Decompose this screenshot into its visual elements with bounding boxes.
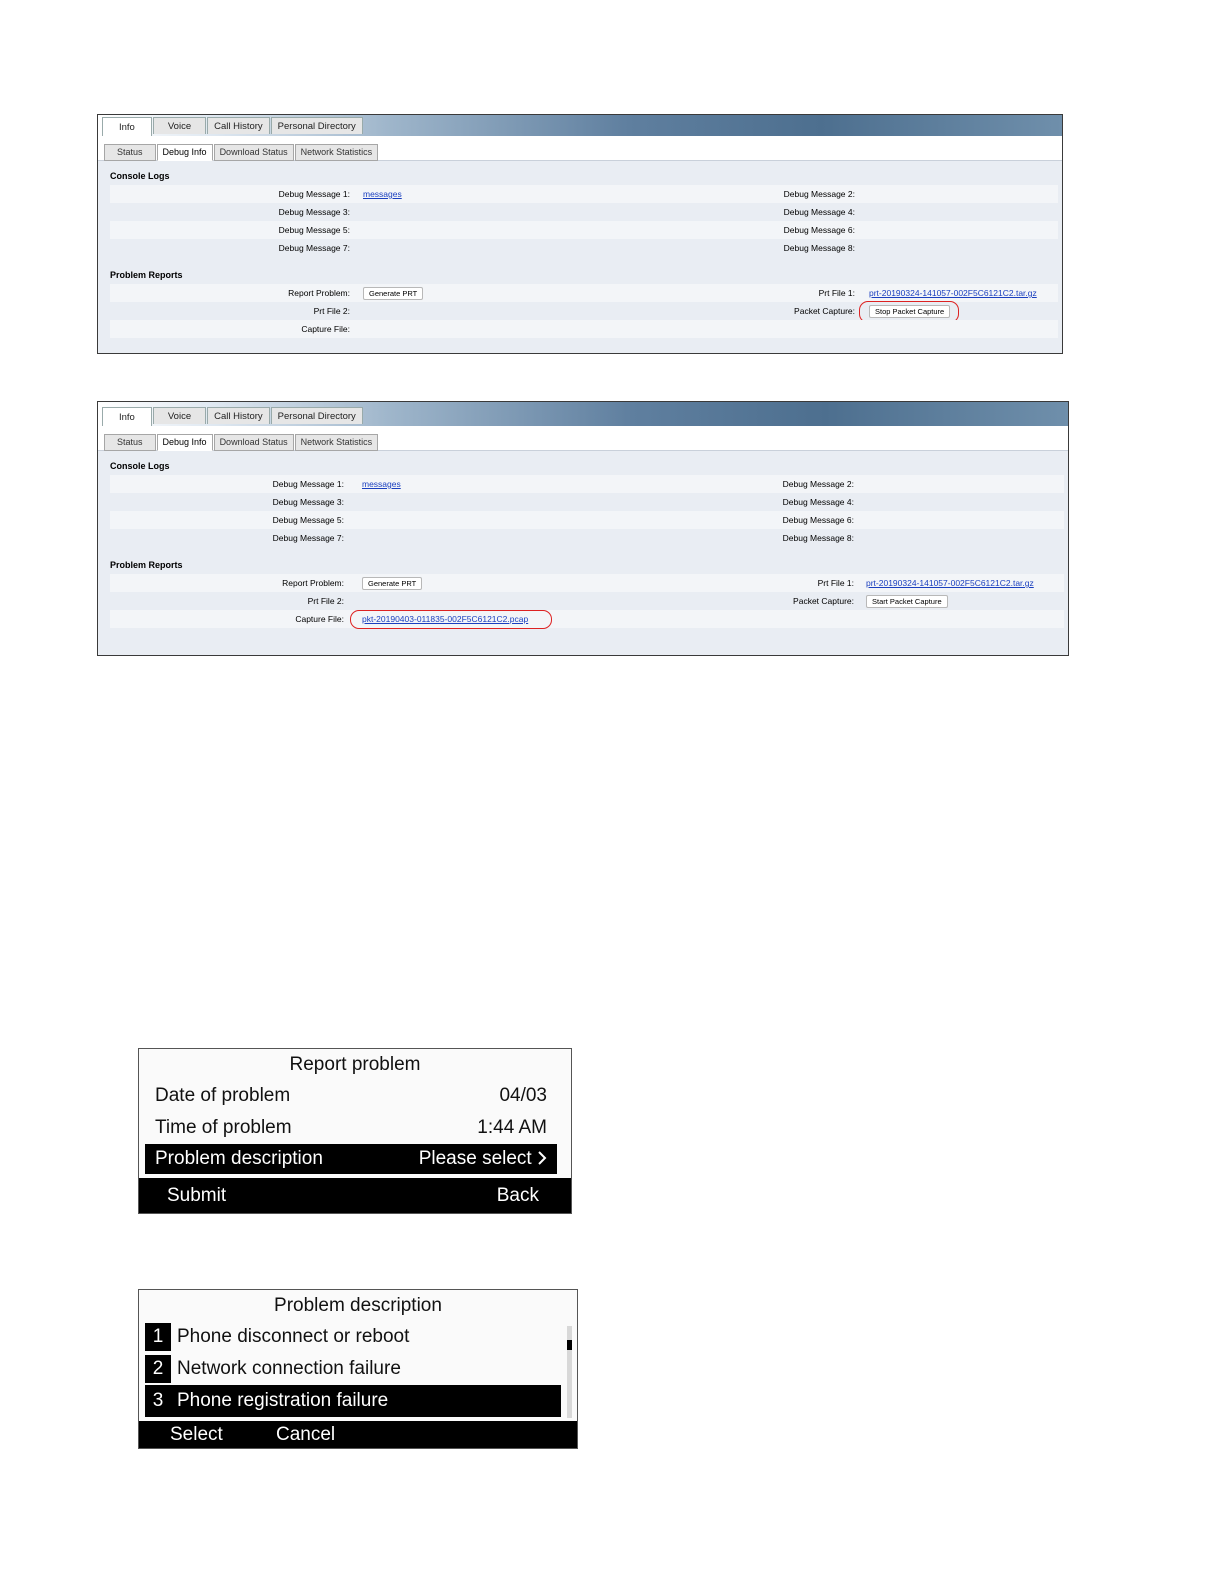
phone-screen-title: Report problem — [289, 1054, 421, 1075]
debug-message-5-label: Debug Message 5: — [272, 515, 344, 525]
debug-message-4-label: Debug Message 4: — [783, 207, 855, 217]
date-of-problem-row[interactable] — [145, 1080, 557, 1112]
chevron-right-icon — [537, 1148, 547, 1169]
debug-row — [110, 221, 1058, 239]
generate-prt-button[interactable]: Generate PRT — [362, 577, 422, 590]
sub-tab-bar — [98, 426, 1068, 451]
prt-file-1-label: Prt File 1: — [817, 578, 854, 588]
time-of-problem-value: 1:44 AM — [477, 1117, 547, 1138]
prt-file-1-link[interactable]: prt-20190324-141057-002F5C6121C2.tar.gz — [866, 578, 1034, 588]
tab-info[interactable]: Info — [102, 117, 152, 136]
subtab-network-statistics[interactable]: Network Statistics — [295, 144, 379, 161]
problem-reports-heading: Problem Reports — [110, 270, 183, 280]
scrollbar[interactable] — [567, 1326, 572, 1418]
report-row — [110, 284, 1058, 302]
list-item-number: 1 — [145, 1323, 171, 1351]
report-row — [110, 592, 1064, 610]
debug-message-3-label: Debug Message 3: — [272, 497, 344, 507]
debug-row — [110, 475, 1064, 493]
report-problem-label: Report Problem: — [282, 578, 344, 588]
debug-info-screen-stop — [97, 114, 1063, 354]
tab-call-history[interactable]: Call History — [207, 117, 270, 134]
list-item-selected[interactable] — [145, 1385, 561, 1417]
debug-message-7-label: Debug Message 7: — [278, 243, 350, 253]
debug-message-6-label: Debug Message 6: — [782, 515, 854, 525]
debug-message-1-label: Debug Message 1: — [278, 189, 350, 199]
list-item[interactable] — [145, 1321, 561, 1353]
list-item-number: 2 — [145, 1355, 171, 1383]
debug-message-1-label: Debug Message 1: — [272, 479, 344, 489]
debug-row — [110, 203, 1058, 221]
prt-file-2-label: Prt File 2: — [313, 306, 350, 316]
debug-message-1-link[interactable]: messages — [363, 189, 402, 199]
highlight-oval — [350, 610, 552, 629]
debug-info-screen-start — [97, 401, 1069, 656]
problem-reports-heading: Problem Reports — [110, 560, 183, 570]
debug-row — [110, 511, 1064, 529]
debug-message-8-label: Debug Message 8: — [783, 243, 855, 253]
prt-file-2-label: Prt File 2: — [307, 596, 344, 606]
report-problem-phone-screen — [138, 1048, 572, 1214]
top-tab-bar — [102, 117, 364, 136]
top-tab-bar — [102, 407, 364, 426]
report-problem-label: Report Problem: — [288, 288, 350, 298]
debug-message-3-label: Debug Message 3: — [278, 207, 350, 217]
console-logs-heading: Console Logs — [110, 461, 170, 471]
tab-voice[interactable]: Voice — [153, 117, 206, 134]
debug-message-5-label: Debug Message 5: — [278, 225, 350, 235]
capture-file-link[interactable]: pkt-20190403-011835-002F5C6121C2.pcap — [362, 614, 529, 624]
report-row — [110, 320, 1058, 338]
select-softkey[interactable]: Select — [170, 1424, 223, 1445]
debug-message-1-link[interactable]: messages — [362, 479, 401, 489]
date-of-problem-label: Date of problem — [155, 1085, 291, 1106]
problem-description-row[interactable] — [145, 1144, 557, 1174]
debug-message-2-label: Debug Message 2: — [783, 189, 855, 199]
debug-message-7-label: Debug Message 7: — [272, 533, 344, 543]
problem-description-phone-screen — [138, 1289, 578, 1449]
time-of-problem-row[interactable] — [145, 1112, 557, 1144]
tab-call-history[interactable]: Call History — [207, 407, 270, 424]
start-packet-capture-button[interactable]: Start Packet Capture — [866, 595, 948, 608]
packet-capture-label: Packet Capture: — [793, 596, 854, 606]
debug-row — [110, 239, 1058, 257]
subtab-debug-info[interactable]: Debug Info — [157, 434, 213, 451]
subtab-download-status[interactable]: Download Status — [214, 434, 294, 451]
sub-tab-bar — [98, 136, 1062, 161]
tab-info[interactable]: Info — [102, 407, 152, 426]
subtab-network-statistics[interactable]: Network Statistics — [295, 434, 379, 451]
list-item[interactable] — [145, 1353, 561, 1385]
debug-row — [110, 529, 1064, 547]
debug-row — [110, 185, 1058, 203]
debug-message-8-label: Debug Message 8: — [782, 533, 854, 543]
header-banner — [98, 402, 1068, 426]
softkey-bar — [139, 1421, 577, 1448]
packet-capture-label: Packet Capture: — [794, 306, 855, 316]
list-item-label: Phone disconnect or reboot — [177, 1326, 410, 1347]
list-item-number: 3 — [145, 1387, 171, 1415]
phone-screen-title: Problem description — [274, 1295, 442, 1316]
tab-personal-directory[interactable]: Personal Directory — [271, 117, 363, 134]
debug-row — [110, 493, 1064, 511]
cancel-softkey[interactable]: Cancel — [276, 1424, 336, 1445]
report-row — [110, 610, 1064, 628]
scrollbar-thumb[interactable] — [567, 1340, 572, 1350]
date-of-problem-value: 04/03 — [499, 1085, 547, 1106]
debug-message-2-label: Debug Message 2: — [782, 479, 854, 489]
prt-file-1-link[interactable]: prt-20190324-141057-002F5C6121C2.tar.gz — [869, 288, 1037, 298]
debug-message-4-label: Debug Message 4: — [782, 497, 854, 507]
generate-prt-button[interactable]: Generate PRT — [363, 287, 423, 300]
problem-description-label: Problem description — [155, 1148, 323, 1169]
please-select-value: Please select — [418, 1148, 532, 1169]
prt-file-1-label: Prt File 1: — [818, 288, 855, 298]
report-row — [110, 574, 1064, 592]
submit-softkey[interactable]: Submit — [167, 1185, 227, 1206]
subtab-status[interactable]: Status — [104, 434, 156, 451]
tab-voice[interactable]: Voice — [153, 407, 206, 424]
stop-packet-capture-button[interactable]: Stop Packet Capture — [869, 305, 950, 318]
subtab-debug-info[interactable]: Debug Info — [157, 144, 213, 161]
time-of-problem-label: Time of problem — [155, 1117, 292, 1138]
list-item-label: Network connection failure — [177, 1358, 401, 1379]
capture-file-label: Capture File: — [301, 324, 350, 334]
debug-message-6-label: Debug Message 6: — [783, 225, 855, 235]
tab-personal-directory[interactable]: Personal Directory — [271, 407, 363, 424]
subtab-download-status[interactable]: Download Status — [214, 144, 294, 161]
capture-file-label: Capture File: — [295, 614, 344, 624]
softkey-bar — [139, 1178, 571, 1213]
header-banner — [98, 115, 1062, 136]
console-logs-heading: Console Logs — [110, 171, 170, 181]
list-item-label: Phone registration failure — [177, 1390, 389, 1411]
report-row — [110, 302, 1058, 320]
back-softkey[interactable]: Back — [496, 1185, 539, 1206]
subtab-status[interactable]: Status — [104, 144, 156, 161]
